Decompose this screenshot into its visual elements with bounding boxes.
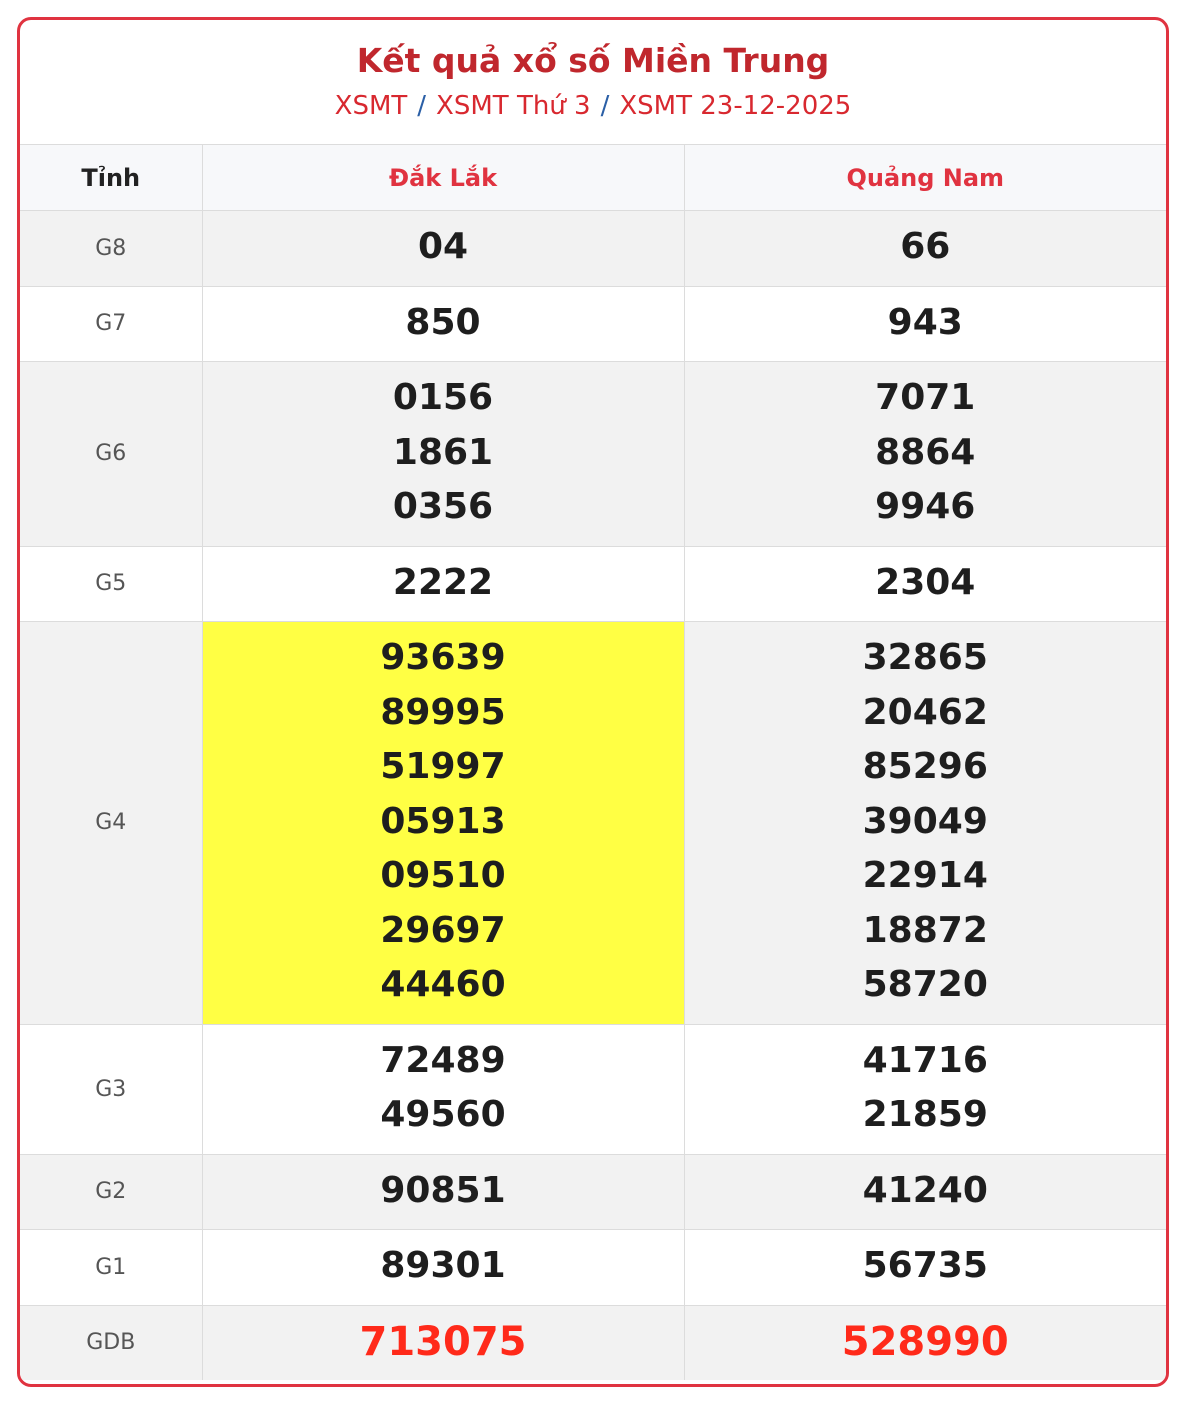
results-card bbox=[17, 17, 1169, 1387]
result-cell-quang-nam bbox=[684, 622, 1166, 1025]
result-number: 44460 bbox=[380, 964, 506, 1005]
result-number: 39049 bbox=[862, 800, 988, 842]
result-cell-dak-lak bbox=[202, 362, 684, 547]
result-number: 8864 bbox=[875, 431, 976, 473]
table-header-row bbox=[20, 145, 1166, 211]
result-number: 49560 bbox=[380, 1094, 506, 1135]
result-number: 58720 bbox=[862, 964, 988, 1005]
prize-label: G6 bbox=[20, 362, 202, 547]
result-number: 850 bbox=[405, 301, 481, 343]
result-cell-dak-lak bbox=[202, 1154, 684, 1230]
result-number: 2304 bbox=[875, 561, 976, 603]
prize-label: G4 bbox=[20, 622, 202, 1025]
table-row bbox=[20, 362, 1166, 547]
prize-label: GDB bbox=[20, 1305, 202, 1380]
result-number: 9946 bbox=[875, 486, 976, 527]
result-number: 41716 bbox=[862, 1039, 988, 1081]
result-number: 2222 bbox=[392, 561, 494, 603]
result-number: 56735 bbox=[862, 1245, 988, 1286]
result-number: 7071 bbox=[875, 377, 976, 418]
prize-label: G2 bbox=[20, 1154, 202, 1230]
prize-label: G3 bbox=[20, 1024, 202, 1154]
result-number: 90851 bbox=[380, 1169, 506, 1211]
result-number: 528990 bbox=[841, 1318, 1009, 1365]
result-number: 1861 bbox=[392, 431, 494, 473]
breadcrumb-separator: / bbox=[600, 91, 610, 121]
result-number: 21859 bbox=[862, 1094, 988, 1135]
results-body bbox=[20, 211, 1166, 1381]
prize-label: G5 bbox=[20, 546, 202, 622]
table-row bbox=[20, 546, 1166, 622]
result-number: 09510 bbox=[380, 855, 506, 896]
table-row bbox=[20, 622, 1166, 1025]
result-number: 943 bbox=[887, 301, 963, 343]
result-number: 66 bbox=[900, 226, 951, 267]
result-number: 85296 bbox=[862, 746, 988, 787]
result-cell-dak-lak bbox=[202, 622, 684, 1025]
result-cell-dak-lak bbox=[202, 1305, 684, 1380]
column-header-province-label: Tỉnh bbox=[20, 145, 202, 211]
table-row bbox=[20, 286, 1166, 362]
result-cell-quang-nam bbox=[684, 1230, 1166, 1306]
prize-label: G1 bbox=[20, 1230, 202, 1306]
result-number: 51997 bbox=[380, 746, 506, 787]
column-header-quang-nam[interactable]: Quảng Nam bbox=[684, 145, 1166, 211]
result-cell-quang-nam bbox=[684, 1024, 1166, 1154]
column-header-dak-lak[interactable]: Đắk Lắk bbox=[202, 145, 684, 211]
result-cell-quang-nam bbox=[684, 1154, 1166, 1230]
page-title: Kết quả xổ số Miền Trung bbox=[356, 41, 830, 80]
result-cell-dak-lak bbox=[202, 286, 684, 362]
result-number: 18872 bbox=[862, 909, 988, 951]
table-row bbox=[20, 1024, 1166, 1154]
result-number: 20462 bbox=[862, 691, 988, 733]
result-cell-quang-nam bbox=[684, 362, 1166, 547]
breadcrumb-separator: / bbox=[417, 91, 427, 121]
result-number: 93639 bbox=[380, 637, 506, 678]
result-cell-dak-lak bbox=[202, 211, 684, 287]
result-number: 89995 bbox=[380, 691, 506, 733]
result-number: 41240 bbox=[862, 1169, 988, 1211]
result-number: 0356 bbox=[392, 486, 494, 527]
prize-label: G7 bbox=[20, 286, 202, 362]
result-number: 04 bbox=[417, 226, 469, 267]
result-number: 89301 bbox=[380, 1245, 506, 1286]
breadcrumb-xsmt[interactable]: XSMT bbox=[334, 91, 408, 121]
result-cell-dak-lak bbox=[202, 1024, 684, 1154]
table-row bbox=[20, 211, 1166, 287]
result-number: 32865 bbox=[862, 637, 988, 678]
result-number: 29697 bbox=[380, 909, 506, 951]
table-row bbox=[20, 1305, 1166, 1380]
result-number: 713075 bbox=[359, 1318, 527, 1365]
result-number: 72489 bbox=[380, 1039, 506, 1081]
result-number: 22914 bbox=[862, 855, 988, 896]
prize-label: G8 bbox=[20, 211, 202, 287]
result-cell-quang-nam bbox=[684, 286, 1166, 362]
results-table bbox=[20, 144, 1166, 1380]
result-cell-quang-nam bbox=[684, 546, 1166, 622]
card-header bbox=[20, 20, 1166, 144]
result-cell-dak-lak bbox=[202, 1230, 684, 1306]
breadcrumb-xsmt-thu-3[interactable]: XSMT Thứ 3 bbox=[436, 91, 591, 121]
table-row bbox=[20, 1154, 1166, 1230]
result-cell-quang-nam bbox=[684, 1305, 1166, 1380]
breadcrumb bbox=[20, 88, 1166, 124]
result-number: 05913 bbox=[380, 800, 506, 842]
breadcrumb-xsmt-date[interactable]: XSMT 23-12-2025 bbox=[619, 91, 852, 121]
result-cell-dak-lak bbox=[202, 546, 684, 622]
result-cell-quang-nam bbox=[684, 211, 1166, 287]
result-number: 0156 bbox=[392, 377, 494, 418]
table-row bbox=[20, 1230, 1166, 1306]
